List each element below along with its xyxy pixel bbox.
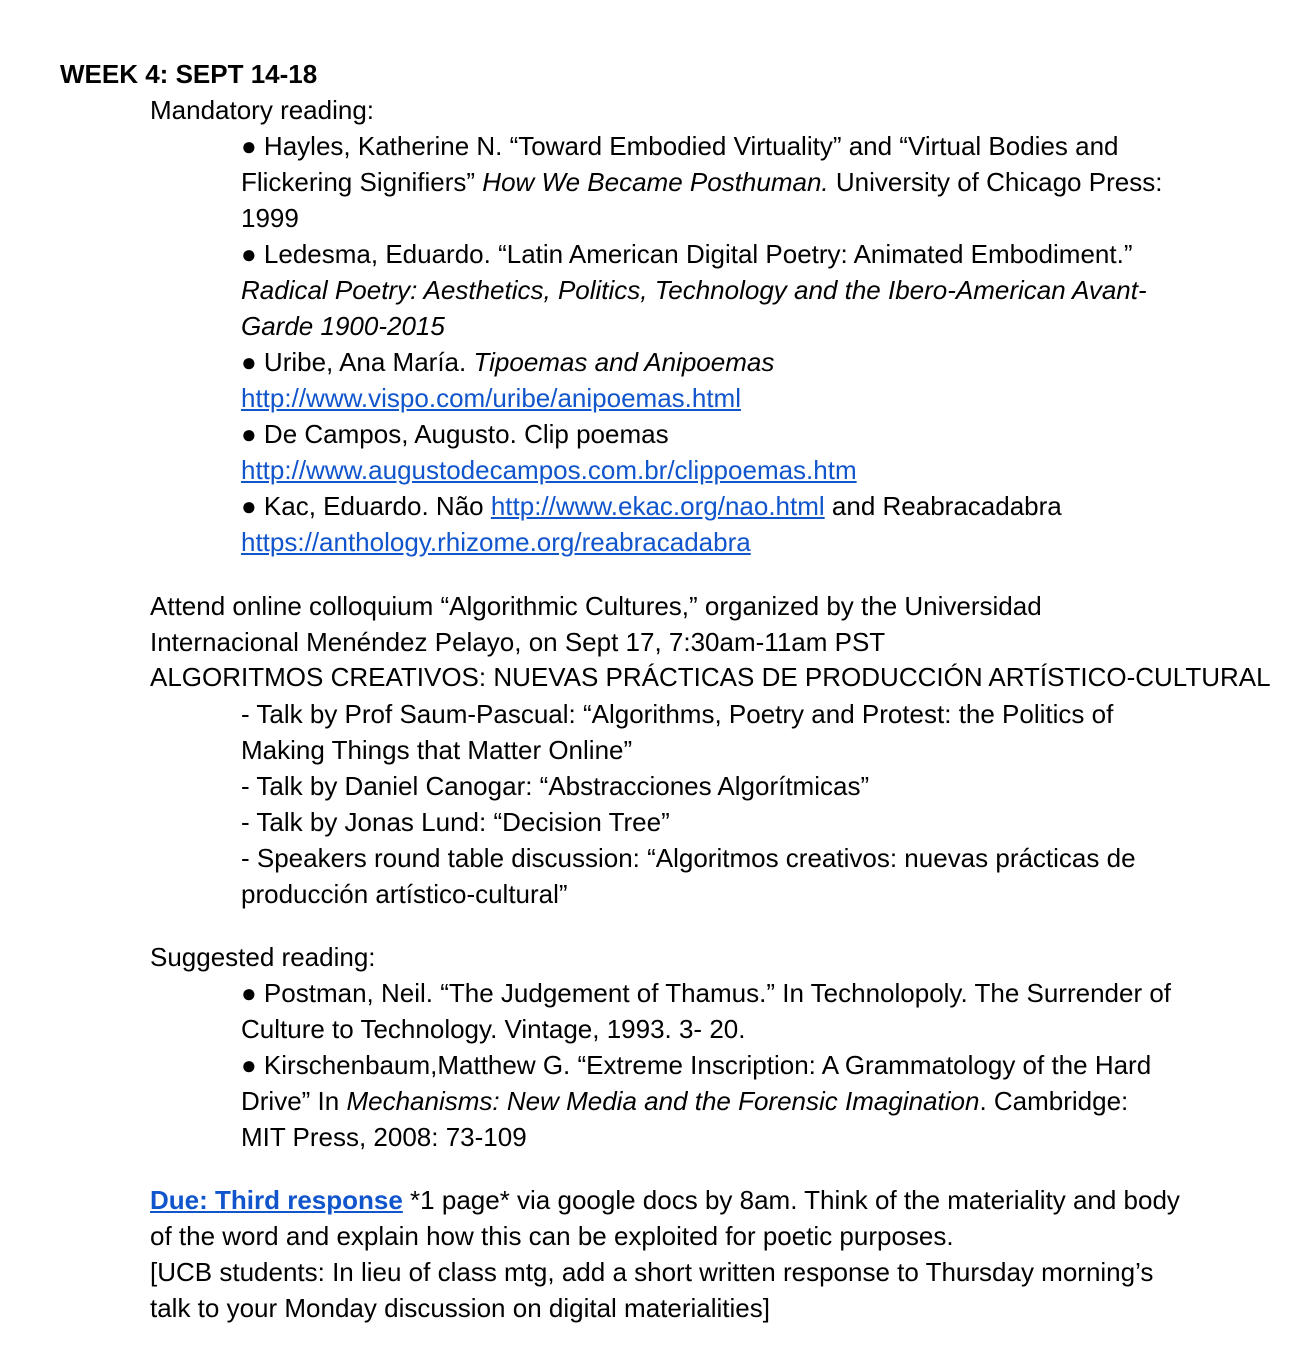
talk-4-line-1: - Speakers round table discussion: “Algoritmos creativos: nuevas prácticas de: [241, 843, 1136, 873]
due-line-2: of the word and explain how this can be exploited for poetic purposes.: [150, 1221, 954, 1251]
kac-line-1: [241, 488, 1062, 524]
ledesma-book-title: Radical Poetry: Aesthetics, Politics, Technology and the Ibero-American Avant-: [241, 275, 1147, 305]
colloquium-line-2: Internacional Menéndez Pelayo, on Sept 17, 7:30am-11am PST: [150, 627, 886, 657]
ledesma-book-title-cont: Garde 1900-2015: [241, 311, 445, 341]
kac-text: ● Kac, Eduardo. Não: [241, 491, 491, 521]
ledesma-line-3: [241, 308, 445, 344]
due-text: *1 page* via google docs by 8am. Think of the materiality and body: [402, 1185, 1180, 1215]
kac-nao-link[interactable]: http://www.ekac.org/nao.html: [490, 491, 825, 521]
talk-1-line-1: - Talk by Prof Saum-Pascual: “Algorithms, Poetry and Protest: the Politics of: [241, 699, 1114, 729]
suggested-heading: Suggested reading:: [150, 942, 376, 972]
kac-rhizome-link[interactable]: https://anthology.rhizome.org/reabracadabra: [241, 527, 751, 557]
kirsch-text: Drive” In: [241, 1086, 347, 1116]
ledesma-line-2: [241, 272, 1147, 308]
colloquium-line-1: Attend online colloquium “Algorithmic Cultures,” organized by the Universidad: [150, 591, 1042, 621]
uribe-line-1: [241, 344, 774, 380]
uribe-link[interactable]: http://www.vispo.com/uribe/anipoemas.html: [241, 383, 741, 413]
kac-text-2: and Reabracadabra: [824, 491, 1062, 521]
uribe-text: ● Uribe, Ana María.: [241, 347, 474, 377]
hayles-text: Flickering Signifiers”: [241, 167, 483, 197]
talk-1-line-2: Making Things that Matter Online”: [241, 735, 633, 765]
colloquium-title: ALGORITMOS CREATIVOS: NUEVAS PRÁCTICAS DE PRODUCCIÓN ARTÍSTICO-CULTURAL: [150, 662, 1271, 692]
hayles-line-1: ● Hayles, Katherine N. “Toward Embodied Virtuality” and “Virtual Bodies and: [241, 131, 1119, 161]
ledesma-line-1: ● Ledesma, Eduardo. “Latin American Digital Poetry: Animated Embodiment.”: [241, 239, 1133, 269]
kirsch-book-title: Mechanisms: New Media and the Forensic Imagination: [346, 1086, 980, 1116]
hayles-book-title: How We Became Posthuman.: [482, 167, 829, 197]
kirsch-line-3: MIT Press, 2008: 73-109: [241, 1122, 527, 1152]
mandatory-heading: Mandatory reading:: [150, 95, 375, 125]
hayles-publisher: University of Chicago Press:: [828, 167, 1163, 197]
talk-2: - Talk by Daniel Canogar: “Abstracciones Algorítmicas”: [241, 771, 870, 801]
uribe-title: Tipoemas and Anipoemas: [473, 347, 775, 377]
hayles-line-3: 1999: [241, 203, 299, 233]
due-line-3: [UCB students: In lieu of class mtg, add a short written response to Thursday morning’s: [150, 1257, 1154, 1287]
week-heading: WEEK 4: SEPT 14-18: [60, 59, 318, 89]
due-line-1: [150, 1182, 1180, 1218]
uribe-line-2: [241, 380, 741, 416]
due-third-response-link[interactable]: Due: Third response: [150, 1185, 403, 1215]
campos-line-2: [241, 452, 857, 488]
kirsch-line-2: [241, 1083, 1128, 1119]
postman-line-1: ● Postman, Neil. “The Judgement of Thamus.” In Technolopoly. The Surrender of: [241, 978, 1172, 1008]
campos-line-1: ● De Campos, Augusto. Clip poemas: [241, 419, 669, 449]
campos-link[interactable]: http://www.augustodecampos.com.br/clippoemas.htm: [241, 455, 857, 485]
kac-line-2: [241, 524, 751, 560]
talk-4-line-2: producción artístico-cultural”: [241, 879, 568, 909]
kirsch-line-1: ● Kirschenbaum,Matthew G. “Extreme Inscription: A Grammatology of the Hard: [241, 1050, 1152, 1080]
hayles-line-2: [241, 164, 1162, 200]
due-line-4: talk to your Monday discussion on digital materialities]: [150, 1293, 770, 1323]
talk-3: - Talk by Jonas Lund: “Decision Tree”: [241, 807, 670, 837]
postman-line-2: Culture to Technology. Vintage, 1993. 3- 20.: [241, 1014, 746, 1044]
kirsch-publisher: . Cambridge:: [979, 1086, 1129, 1116]
